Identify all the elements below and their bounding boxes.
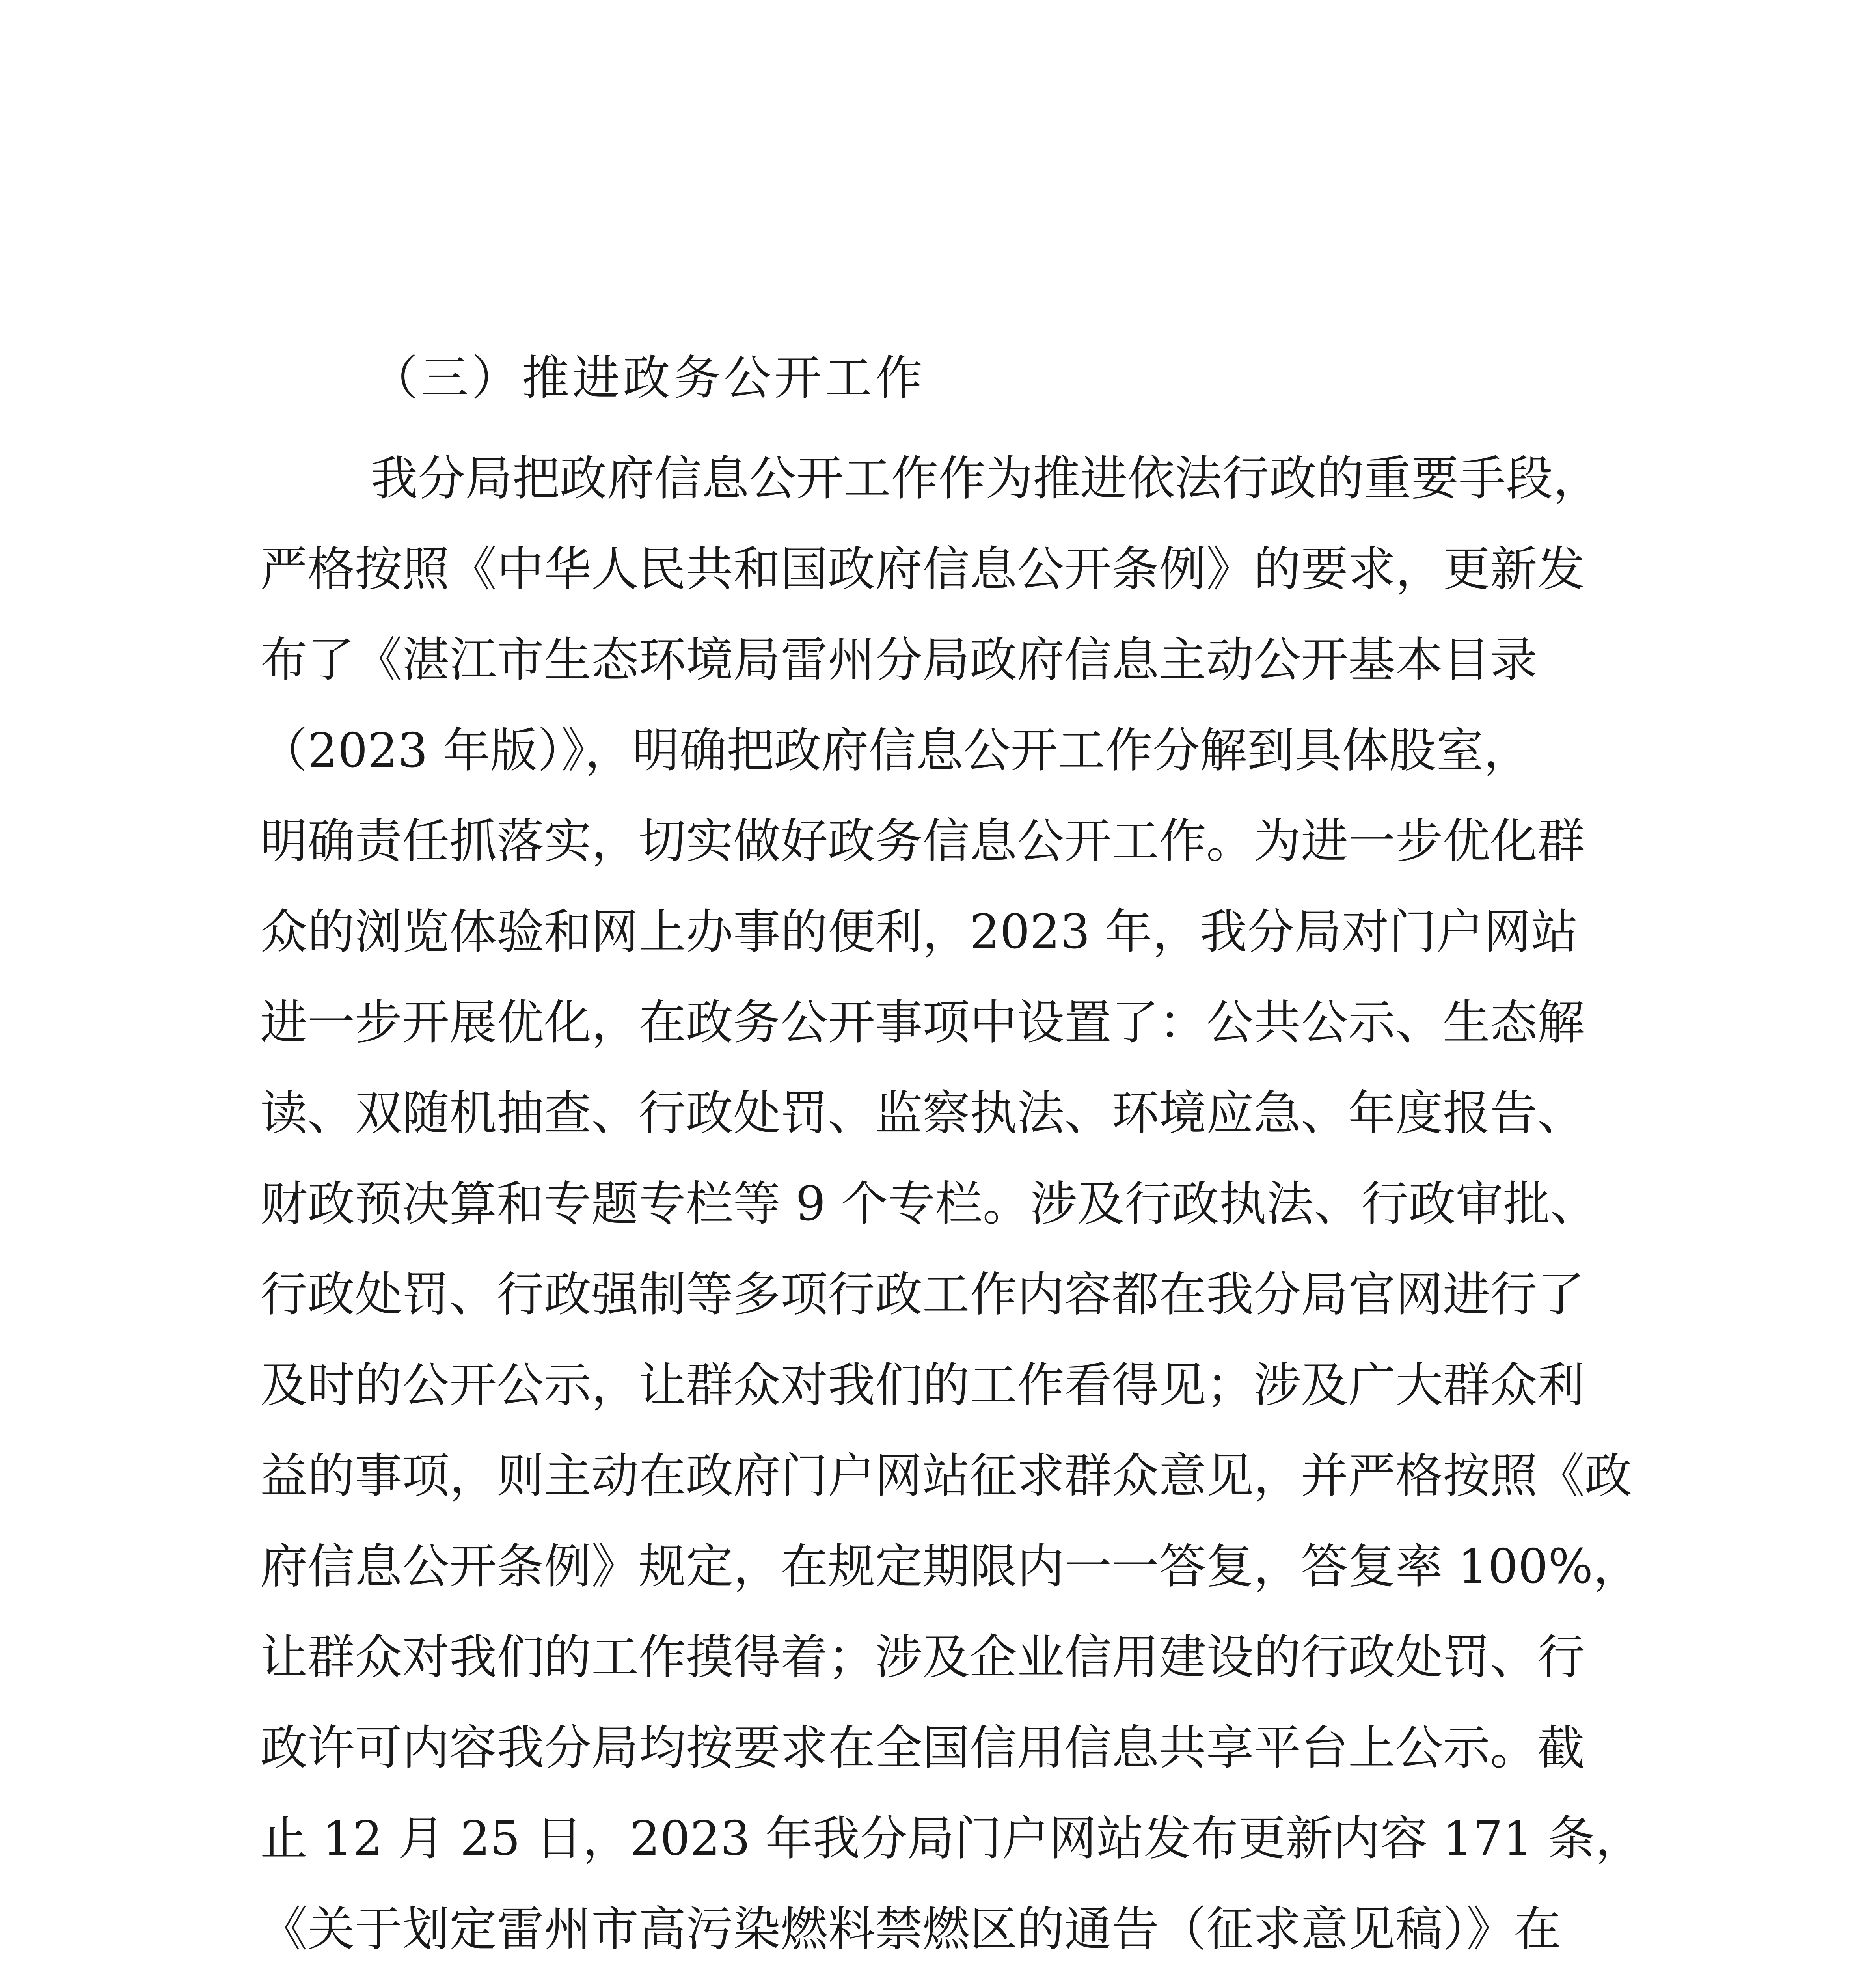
section-heading: （三）推进政务公开工作 <box>371 351 926 406</box>
paragraph-line: 及时的公开公示，让群众对我们的工作看得见；涉及广大群众利 <box>260 1358 1585 1413</box>
paragraph-line: 我分局把政府信息公开工作作为推进依法行政的重要手段， <box>371 451 1600 506</box>
paragraph-line: 众的浏览体验和网上办事的便利，2023 年，我分局对门户网站 <box>260 905 1578 959</box>
paragraph-line: 财政预决算和专题专栏等 9 个专栏。涉及行政执法、行政审批、 <box>260 1177 1598 1231</box>
paragraph-line: 行政处罚、行政强制等多项行政工作内容都在我分局官网进行了 <box>260 1267 1585 1322</box>
paragraph-line: 进一步开展优化，在政务公开事项中设置了：公共公示、生态解 <box>260 995 1585 1050</box>
paragraph-line: 让群众对我们的工作摸得着；涉及企业信用建设的行政处罚、行 <box>260 1630 1585 1685</box>
paragraph-line: 府信息公开条例》规定，在规定期限内一一答复，答复率 100%， <box>260 1539 1641 1594</box>
paragraph-line: 《关于划定雷州市高污染燃料禁燃区的通告（征求意见稿）》在 <box>260 1902 1561 1957</box>
paragraph-line: （2023 年版）》，明确把政府信息公开工作分解到具体股室， <box>260 723 1531 778</box>
paragraph-line: 止 12 月 25 日，2023 年我分局门户网站发布更新内容 171 条， <box>260 1811 1643 1866</box>
paragraph-line: 布了《湛江市生态环境局雷州分局政府信息主动公开基本目录 <box>260 633 1537 687</box>
paragraph-line: 政许可内容我分局均按要求在全国信用信息共享平台上公示。截 <box>260 1721 1585 1775</box>
paragraph-line: 明确责任抓落实，切实做好政务信息公开工作。为进一步优化群 <box>260 814 1585 869</box>
paragraph-line: 益的事项，则主动在政府门户网站征求群众意见，并严格按照《政 <box>260 1449 1632 1503</box>
body-paragraph <box>260 434 1664 1971</box>
paragraph-line: 读、双随机抽查、行政处罚、监察执法、环境应急、年度报告、 <box>260 1086 1585 1141</box>
paragraph-line: 严格按照《中华人民共和国政府信息公开条例》的要求，更新发 <box>260 542 1585 597</box>
